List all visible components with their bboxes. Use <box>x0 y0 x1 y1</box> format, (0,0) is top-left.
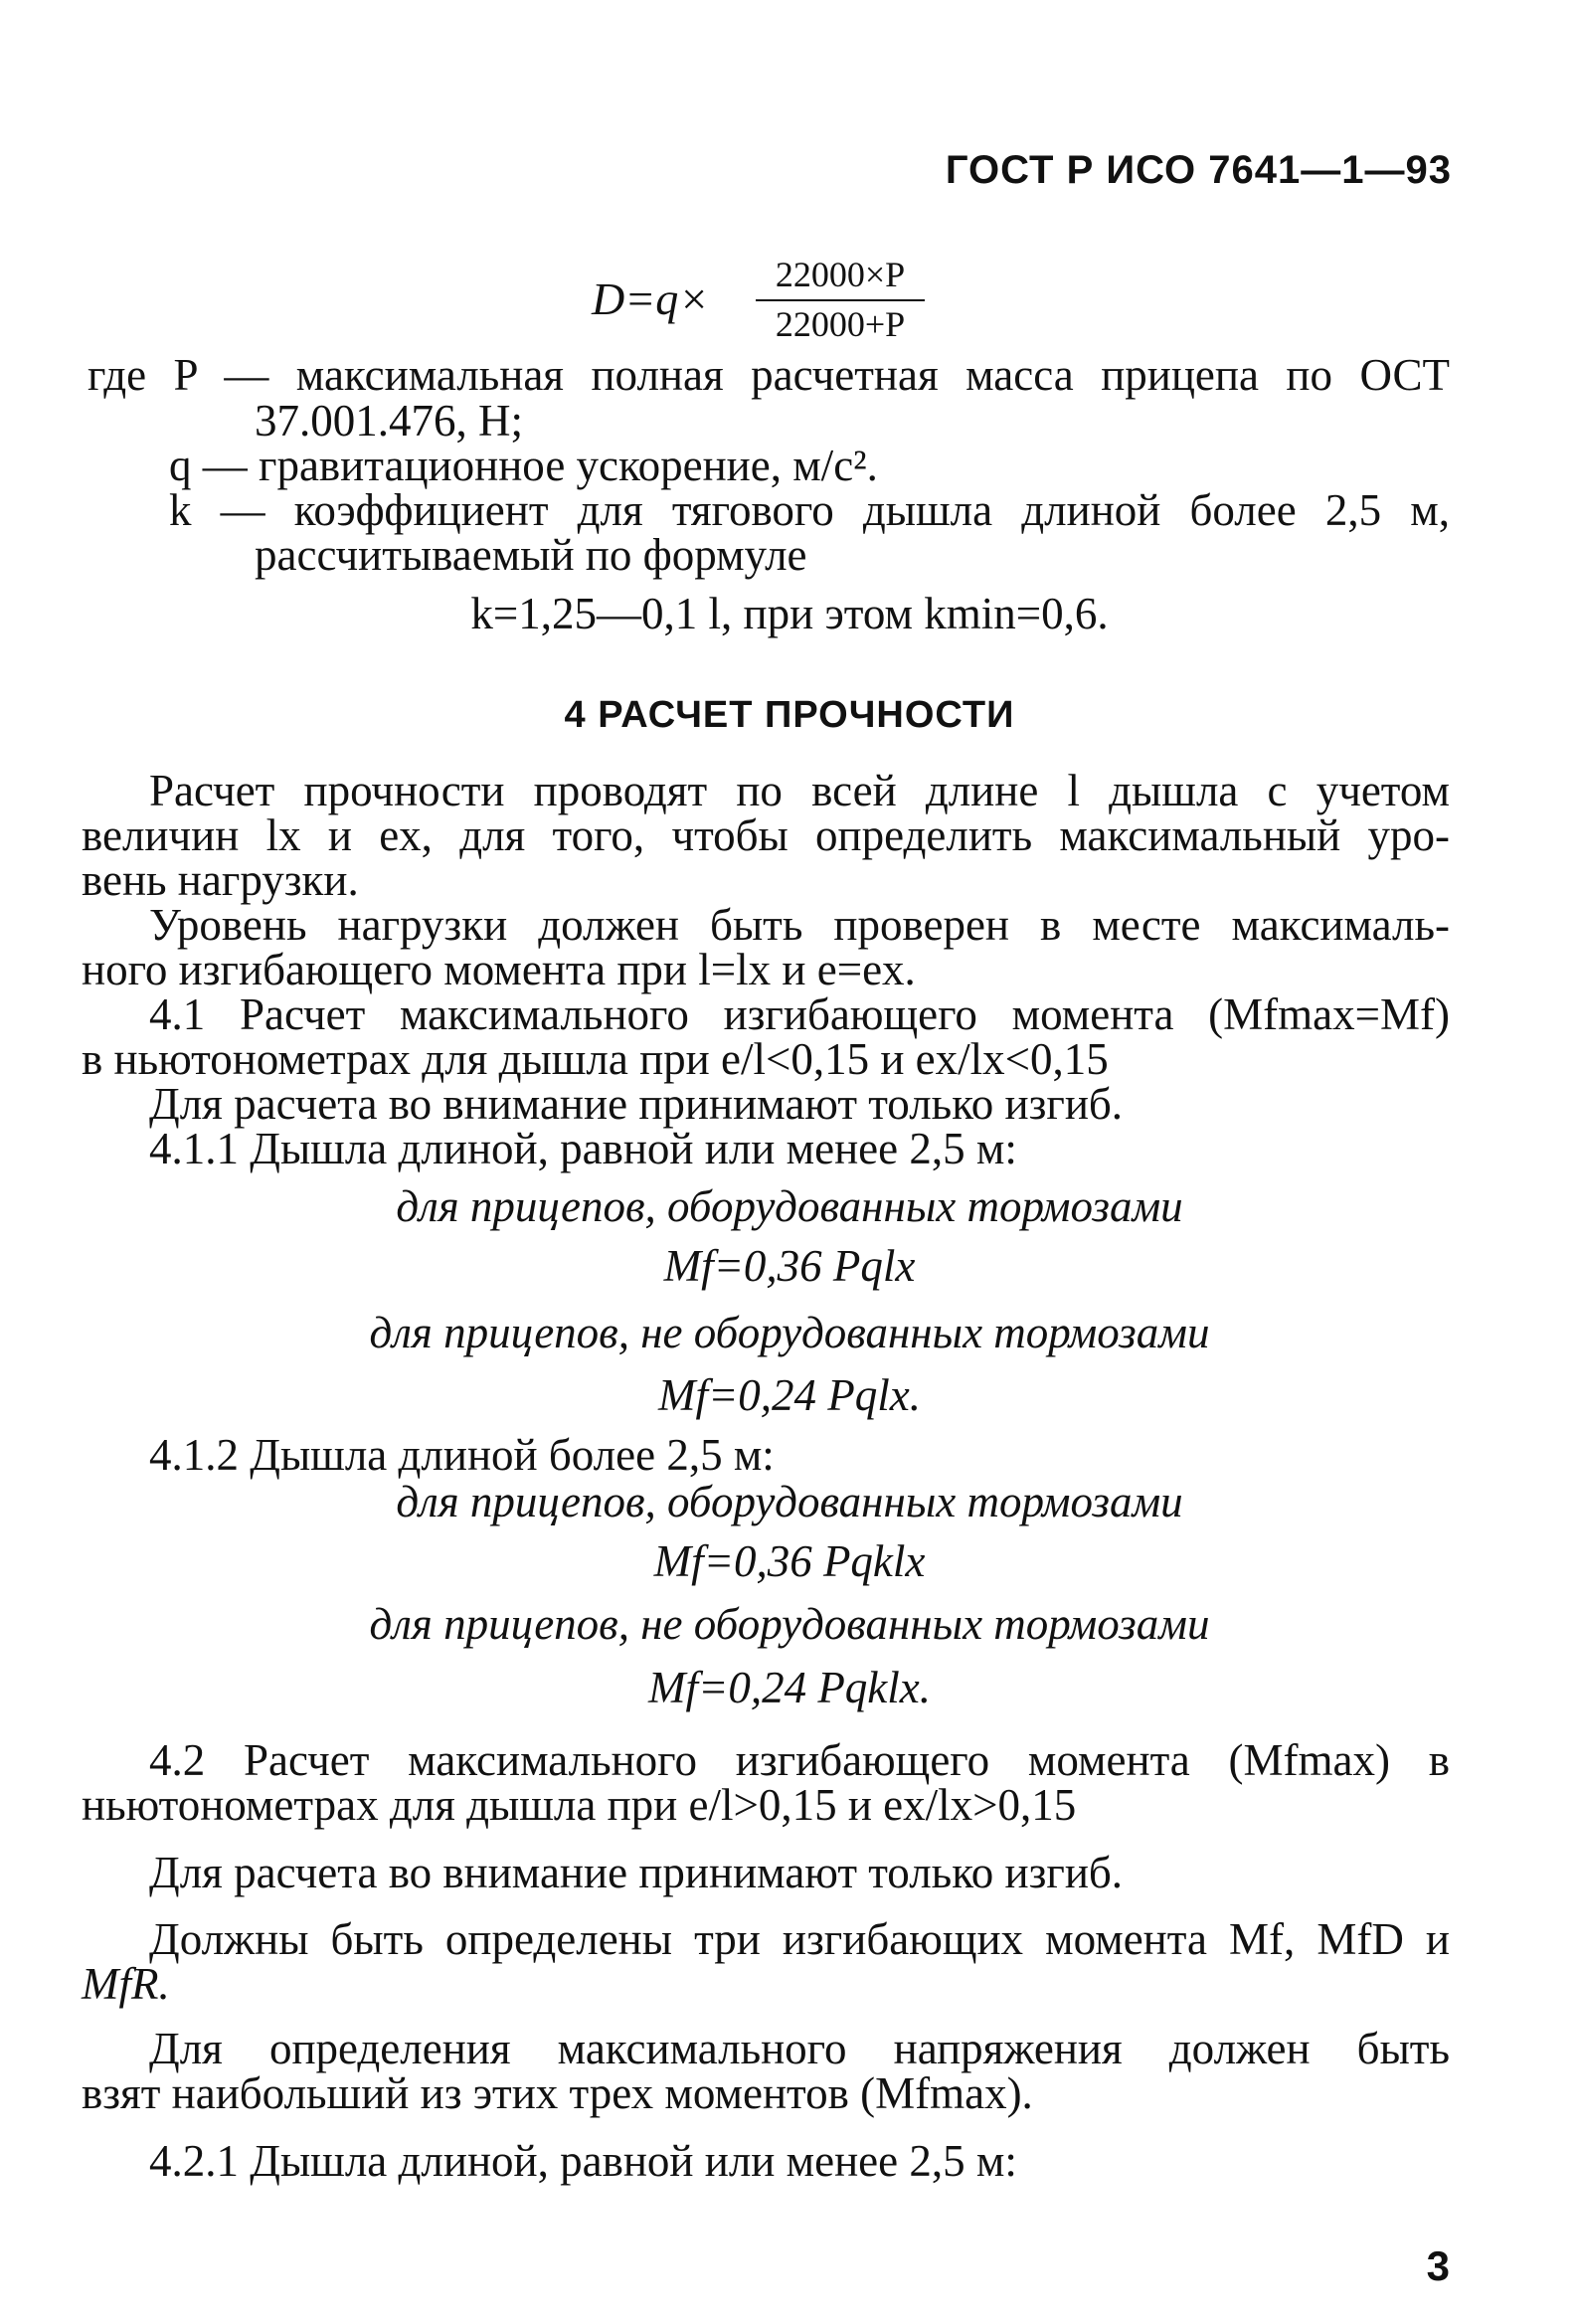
s411-formula-unbraked: Mf=0,24 Pqlx. <box>657 1370 922 1420</box>
para2-line2: ного изгибающего момента при l=lx и e=ex. <box>82 945 916 994</box>
document-code-header: ГОСТ Р ИСО 7641—1—93 <box>945 148 1452 192</box>
s411-unbraked-caption: для прицепов, не оборудованных тормозами <box>369 1308 1210 1357</box>
s412-formula-braked: Mf=0,36 Pqklx <box>653 1536 926 1586</box>
para2-line1: Уровень нагрузки должен быть проверен в месте максималь- <box>149 900 1450 950</box>
section-4-2-1-title: 4.2.1 Дышла длиной, равной или менее 2,5 м: <box>149 2136 1017 2186</box>
section-4-title: 4 РАСЧЕТ ПРОЧНОСТИ <box>564 694 1015 736</box>
s412-unbraked-caption: для прицепов, не оборудованных тормозами <box>369 1599 1210 1649</box>
section-4-1-line1: 4.1 Расчет максимального изгибающего момента (Mfmax=Mf) <box>149 989 1450 1039</box>
section-4-2-line2: ньютонометрах для дышла при e/l>0,15 и ex/lx>0,15 <box>82 1780 1077 1830</box>
para1-line1: Расчет прочности проводят по всей длине l дышла с учетом <box>149 766 1450 815</box>
where-k-line2: рассчитываемый по формуле <box>255 530 807 580</box>
formula-d-lhs: D=q× <box>592 273 710 324</box>
section-4-2-stress-line2: взят наибольший из этих трех моментов (Mfmax). <box>82 2068 1033 2118</box>
where-k-line1: k — коэффициент для тягового дышла длиной более 2,5 м, <box>169 485 1450 535</box>
para1-line3: вень нагрузки. <box>82 855 359 905</box>
section-4-1-line2: в ньютонометрах для дышла при e/l<0,15 и ex/lx<0,15 <box>82 1034 1109 1084</box>
formula-d-denominator: 22000+P <box>775 304 906 344</box>
section-4-1-note: Для расчета во внимание принимают только изгиб. <box>149 1079 1124 1129</box>
page-number: 3 <box>1426 2242 1450 2289</box>
section-4-2-moments-line2: MfR. <box>82 1959 170 2009</box>
s411-braked-caption: для прицепов, оборудованных тормозами <box>396 1181 1183 1231</box>
para1-line2: величин lx и ex, для того, чтобы определить максимальный уро- <box>82 810 1450 860</box>
section-4-2-note: Для расчета во внимание принимают только изгиб. <box>149 1848 1124 1897</box>
section-4-2-line1: 4.2 Расчет максимального изгибающего момента (Mfmax) в <box>149 1735 1450 1785</box>
where-p-line2: 37.001.476, Н; <box>255 396 523 446</box>
formula-d-numerator: 22000×P <box>756 254 925 301</box>
where-q-line: q — гравитационное ускорение, м/с². <box>169 441 878 490</box>
section-4-1-1-title: 4.1.1 Дышла длиной, равной или менее 2,5 м: <box>149 1124 1017 1173</box>
section-4-1-2-title: 4.1.2 Дышла длиной более 2,5 м: <box>149 1430 775 1480</box>
section-4-2-stress-line1: Для определения максимального напряжения должен быть <box>149 2024 1450 2073</box>
formula-k: k=1,25—0,1 l, при этом kmin=0,6. <box>470 589 1109 638</box>
formula-d-fraction <box>756 254 925 345</box>
s411-formula-braked: Mf=0,36 Pqlx <box>663 1241 916 1291</box>
section-4-2-moments-line1: Должны быть определены три изгибающих момента Mf, MfD и <box>149 1914 1450 1964</box>
where-p-line1: где P — максимальная полная расчетная масса прицепа по ОСТ <box>88 350 1450 400</box>
s412-formula-unbraked: Mf=0,24 Pqklx. <box>647 1663 932 1712</box>
s412-braked-caption: для прицепов, оборудованных тормозами <box>396 1477 1183 1526</box>
